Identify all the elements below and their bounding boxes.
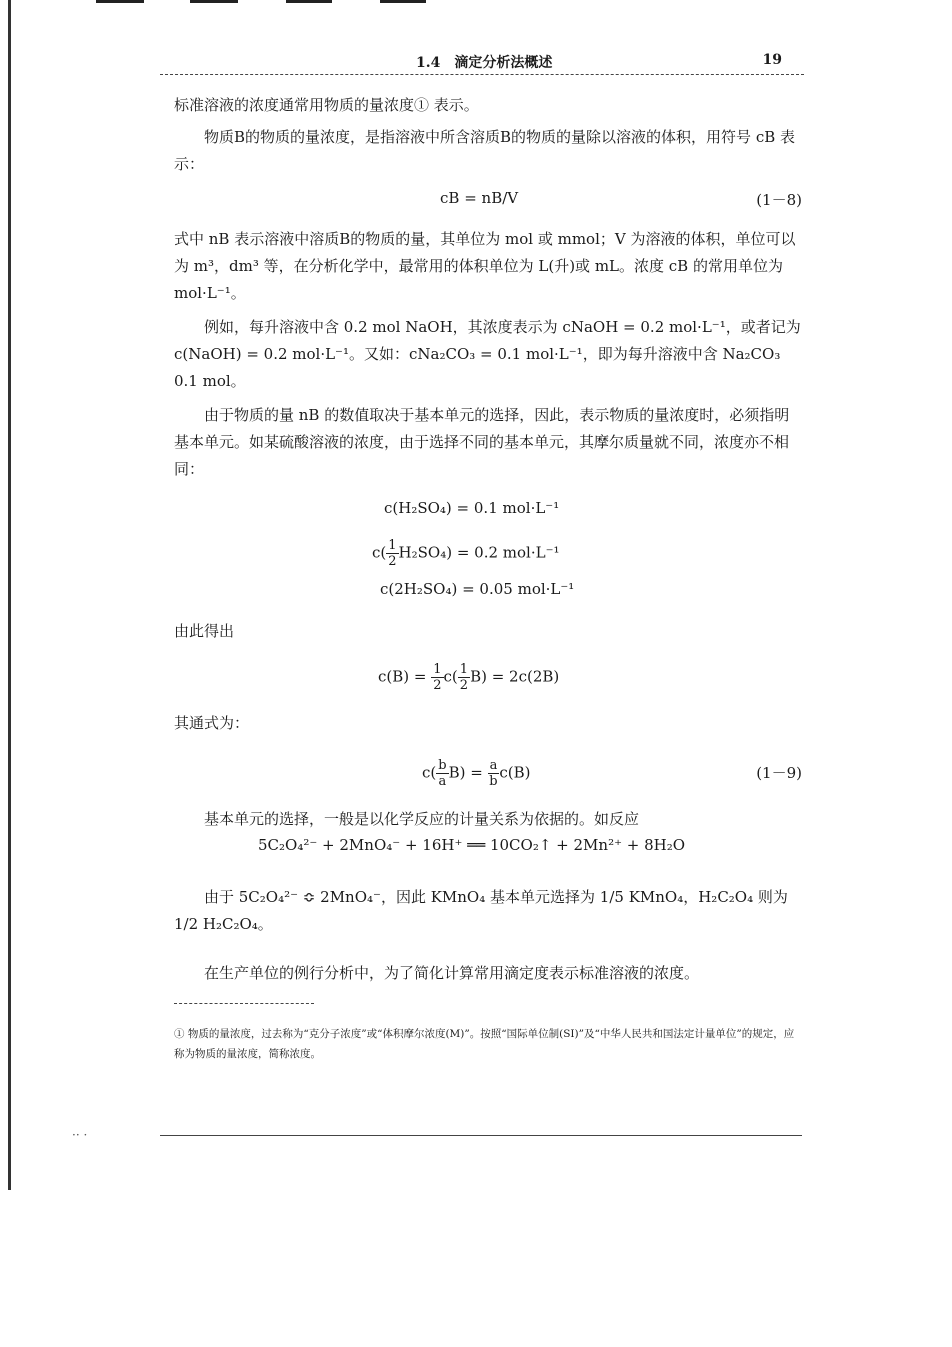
paragraph-2: 物质B的物质的量浓度，是指溶液中所含溶质B的物质的量除以溶液的体积，用符号 cB 表示：: [174, 128, 796, 173]
denominator: a: [438, 774, 447, 789]
equation-derivation: [378, 662, 559, 693]
equation-h2so4-1: c(H₂SO₄) = 0.1 mol·L⁻¹: [384, 499, 560, 517]
paragraph-10: 在生产单位的例行分析中，为了简化计算常用滴定度表示标准溶液的浓度。: [204, 964, 700, 982]
eq-text: c(: [443, 667, 458, 686]
equation-1-8: cB = nB/V: [440, 189, 519, 207]
numerator: b: [438, 758, 447, 773]
eq-text: c(B): [499, 763, 531, 782]
numerator: 1: [388, 538, 397, 553]
eq-text: c(: [372, 543, 387, 562]
top-scan-mark: [96, 0, 144, 3]
eq-text: B) =: [448, 763, 488, 782]
reaction-equation: 5C₂O₄²⁻ + 2MnO₄⁻ + 16H⁺ ══ 10CO₂↑ + 2Mn²⁺ + 8H₂O: [258, 836, 686, 854]
fraction: [431, 662, 443, 693]
fraction: [436, 758, 448, 789]
numerator: 1: [459, 662, 469, 677]
paragraph-7: 其通式为：: [174, 714, 250, 732]
bottom-rule: [160, 1135, 802, 1136]
paragraph-6: 由此得出: [174, 622, 235, 640]
fraction: [386, 538, 398, 569]
eq-text: H₂SO₄) = 0.2 mol·L⁻¹: [398, 543, 560, 562]
top-scan-mark: [286, 0, 332, 3]
equation-1-9: [422, 758, 530, 789]
denominator: 2: [388, 554, 397, 569]
scan-dots: ·· ·: [72, 1128, 88, 1142]
binding-edge: [8, 0, 11, 1190]
page-number: 19: [762, 52, 782, 68]
eq-text: c(: [422, 763, 437, 782]
paragraph-4: 例如，每升溶液中含 0.2 mol NaOH，其浓度表示为 cNaOH = 0.2 mol·L⁻¹，或者记为 c(NaOH) = 0.2 mol·L⁻¹。又如：cNa₂CO₃ = 0.1 mol·L⁻¹，即为每升溶液中含 Na₂CO₃ 0.1 mol。: [174, 318, 801, 390]
footnote-rule: [174, 1003, 314, 1004]
fraction: [458, 662, 470, 693]
paragraph-1: 标准溶液的浓度通常用物质的量浓度① 表示。: [174, 96, 479, 114]
fraction: [488, 758, 500, 789]
paragraph-3: 式中 nB 表示溶液中溶质B的物质的量，其单位为 mol 或 mmol；V 为溶液的体积，单位可以为 m³，dm³ 等，在分析化学中，最常用的体积单位为 L(升)或 mL。浓度 cB 的常用单位为 mol·L⁻¹。: [174, 230, 796, 302]
paragraph-5: 由于物质的量 nB 的数值取决于基本单元的选择，因此，表示物质的量浓度时，必须指明基本单元。如某硫酸溶液的浓度，由于选择不同的基本单元，其摩尔质量就不同，浓度亦不相同：: [174, 406, 790, 478]
running-header: [160, 52, 804, 75]
denominator: 2: [459, 678, 469, 693]
numerator: 1: [433, 662, 442, 677]
equation-number: (1－9): [756, 764, 802, 782]
equation-h2so4-2: [372, 538, 560, 569]
numerator: a: [489, 758, 498, 773]
equation-h2so4-3: c(2H₂SO₄) = 0.05 mol·L⁻¹: [380, 580, 575, 598]
top-scan-mark: [380, 0, 426, 3]
paragraph-9: 由于 5C₂O₄²⁻ ≎ 2MnO₄⁻，因此 KMnO₄ 基本单元选择为 1/5 KMnO₄，H₂C₂O₄ 则为 1/2 H₂C₂O₄。: [174, 888, 788, 933]
denominator: b: [489, 774, 498, 789]
section-title: 1.4 滴定分析法概述: [416, 55, 553, 71]
paragraph-8: 基本单元的选择，一般是以化学反应的计量关系为依据的。如反应: [204, 810, 640, 828]
top-scan-mark: [190, 0, 238, 3]
denominator: 2: [433, 678, 442, 693]
footnote: ① 物质的量浓度，过去称为“克分子浓度”或“体积摩尔浓度(M)”。按照“国际单位制(SI)”及“中华人民共和国法定计量单位”的规定，应称为物质的量浓度，简称浓度。: [174, 1028, 795, 1060]
eq-text: B) = 2c(2B): [470, 667, 560, 686]
equation-number: (1－8): [756, 191, 802, 209]
eq-text: c(B) =: [378, 667, 432, 686]
